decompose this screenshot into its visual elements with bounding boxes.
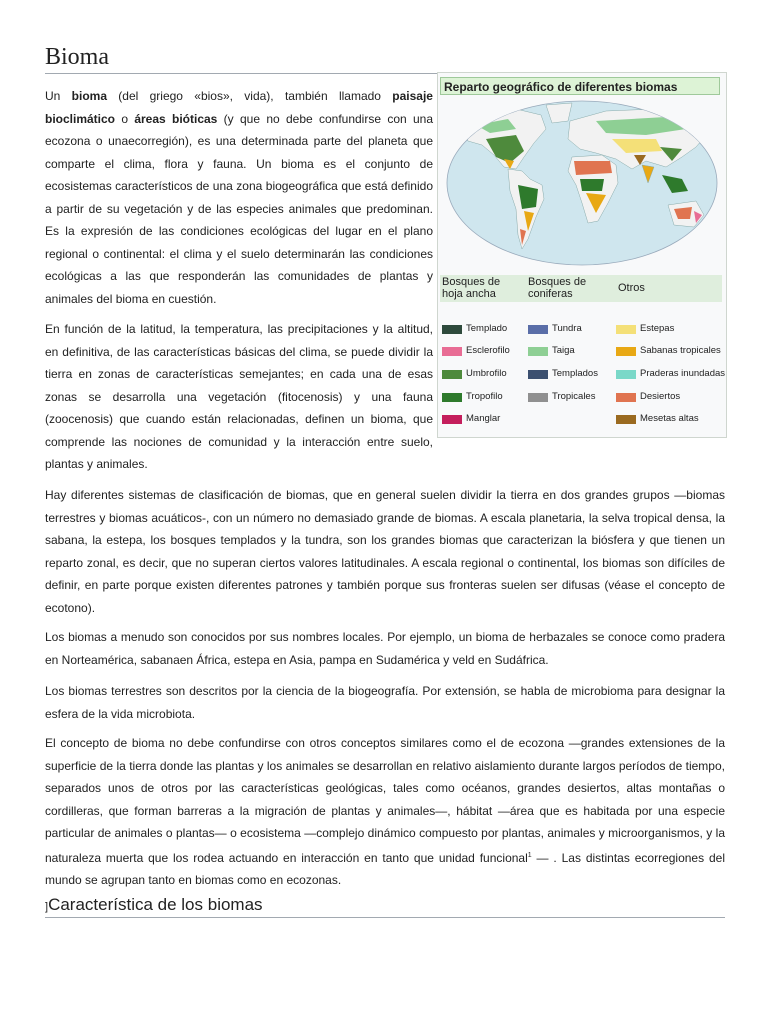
- legend-label: Desiertos: [640, 391, 681, 402]
- legend-headers: [440, 275, 722, 302]
- legend-swatch: [616, 370, 636, 379]
- legend-label: Tropicales: [552, 391, 596, 402]
- page-title: Bioma: [45, 44, 725, 74]
- text: El concepto de bioma no debe confundirse con otros conceptos similares como el de ecozona —grandes extensiones de la superficie de la tierra donde las plantas y los animales se desarrollan en relativo aislamiento durante largos períodos de tiempo, separados unos de otros por las características geológicas, tales como océanos, grandes desiertos, altas montañas o cordilleras, que forman barreras a la migración de plantas y animales—, hábitat —área que es habitada por una especie particular de animales o plantas— o ecosistema —complejo dinámico compuesto por plantas, animales y microorganismos, y la naturaleza muerta que los rodea actuando en interacción en tanto que unidad funcional: [45, 736, 725, 865]
- legend-label: Templado: [466, 323, 508, 334]
- legend-label: Taiga: [552, 345, 575, 356]
- legend-swatch: [528, 347, 548, 356]
- legend-swatch: [616, 325, 636, 334]
- term-bioma: bioma: [71, 89, 107, 103]
- legend-swatch: [442, 415, 462, 424]
- legend-label: Tropofilo: [466, 391, 503, 402]
- text: — . Las distintas ecorregiones del mundo se agrupan tanto en biomas como en ecozonas.: [45, 850, 725, 887]
- term-areas: áreas bióticas: [134, 111, 218, 126]
- legend-label: Sabanas tropicales: [640, 345, 721, 356]
- paragraph-6: [45, 732, 725, 892]
- header-conifers: Bosques de coniferas: [528, 276, 587, 300]
- legend-label: Umbrofilo: [466, 368, 507, 379]
- term-paisaje: paisaje bioclimático: [45, 89, 433, 126]
- paragraph-4: Los biomas a menudo son conocidos por sus nombres locales. Por ejemplo, un bioma de herbazales se conoce como pradera en Norteamérica, sabanaen África, estepa en Asia, pampa en Sudamérica y veld en Sudáfrica.: [45, 630, 725, 667]
- legend-label: Praderas inundadas: [640, 368, 726, 379]
- legend-swatch: [616, 415, 636, 424]
- legend-swatch: [442, 325, 462, 334]
- paragraph-2: En función de la latitud, la temperatura, las precipitaciones y la altitud, en definitiva, de las características básicas del clima, se puede dividir la tierra en zonas de características semejantes; en cada una de esas zonas se desarrolla una vegetación (fitocenosis) y una fauna (zoocenosis) que cuando están relacionadas, definen un bioma, que comprende las nociones de comunidad y la interacción entre suelo, plantas y animales.: [45, 322, 433, 471]
- legend-swatch: [442, 370, 462, 379]
- section-heading: [45, 895, 725, 918]
- text: Un: [45, 89, 72, 103]
- legend-swatch: [616, 347, 636, 356]
- legend-swatch: [528, 370, 548, 379]
- legend-swatch: [528, 393, 548, 402]
- legend-label: Templados: [552, 368, 598, 379]
- header-broadleaf: Bosques de hoja ancha: [442, 276, 501, 300]
- header-others: Otros: [618, 282, 645, 294]
- lead-section: [45, 85, 433, 484]
- paragraph-1: [45, 85, 433, 310]
- infobox-title: Reparto geográfico de diferentes biomas: [440, 77, 720, 95]
- paragraph-3: Hay diferentes sistemas de clasificación de biomas, que en general suelen dividir la tierra en dos grandes grupos —biomas terrestres y biomas acuáticos-, con un número no demasiado grande de biomas. A escala planetaria, la selva tropical densa, la sabana, la estepa, los bosques templados y la tundra, son los grandes biomas que caracterizan la biósfera y que tienen un reparto zonal, es decir, que no superan ciertos valores latitudinales. A escala regional o continental, los biomas son difíciles de definir, en parte porque existen diferentes patrones y también porque sus fronteras suelen ser difusas (véase el concepto de ecotono).: [45, 488, 725, 615]
- infobox-biomes: [437, 72, 727, 438]
- legend-swatch: [528, 325, 548, 334]
- world-map-image[interactable]: [446, 99, 718, 267]
- paragraph-5: Los biomas terrestres son descritos por la ciencia de la biogeografía. Por extensión, se habla de microbioma para designar la esfera de la vida microbiota.: [45, 684, 725, 721]
- legend-swatch: [442, 393, 462, 402]
- legend-label: Estepas: [640, 323, 675, 334]
- legend-swatch: [442, 347, 462, 356]
- legend-label: Esclerofilo: [466, 345, 510, 356]
- edit-mark: ]: [45, 901, 49, 913]
- legend-label: Mesetas altas: [640, 413, 699, 424]
- legend-swatch: [616, 393, 636, 402]
- legend-label: Manglar: [466, 413, 501, 424]
- section-title: Característica de los biomas: [48, 895, 263, 914]
- text: (y que no debe confundirse con una ecozona o unaecorregión), es una determinada parte del planeta que comparte el clima, flora y fauna. Un bioma es el conjunto de ecosistemas característicos de una zona biogeográfica que está definido a partir de su vegetación y de las especies animales que predominan. Es la expresión de las condiciones ecológicas del lugar en el plano regional o continental: el clima y el suelo determinarán las condiciones ecológicas a las que responderán las comunidades de plantas y animales del bioma en cuestión.: [45, 111, 434, 306]
- legend-label: Tundra: [552, 323, 582, 334]
- text: (del griego «bios», vida), también llamado: [107, 89, 393, 103]
- text: o: [115, 111, 135, 126]
- footnote-ref[interactable]: 1: [527, 851, 532, 859]
